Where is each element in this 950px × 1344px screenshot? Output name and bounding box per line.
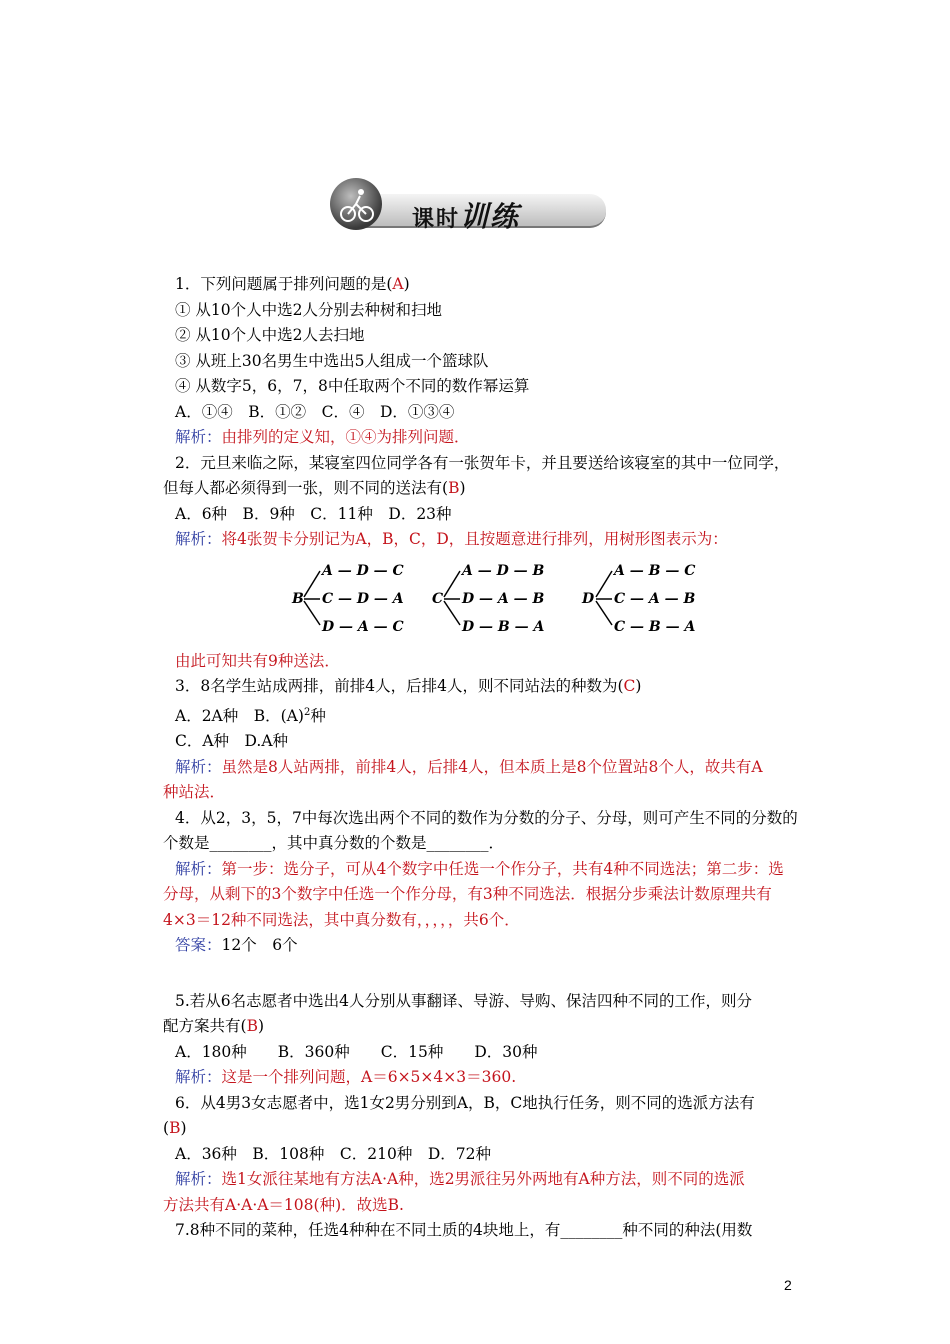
section-banner [330,176,610,232]
q2-answer: B [448,479,460,497]
q6-stem-1: 6．从4男3女志愿者中，选1女2男分别到A，B，C地执行任务，则不同的选派方法有 [175,1093,755,1112]
q1-item-3: ③ 从班上30名男生中选出5人组成一个篮球队 [175,351,489,370]
q4-stem-2: 个数是________，其中真分数的个数是________． [163,834,505,853]
tree-d-branch-2: C — A — B [614,590,696,607]
q6-analysis-1: 解析：选1女派往某地有方法A·A种，选2男派往另外两地有A种方法，则不同的选派 [175,1170,745,1189]
q6-stem-2: (B) [163,1119,187,1138]
q3-analysis-2: 种站法． [163,783,226,802]
banner-title-b: 训练 [460,200,521,233]
q1-item-2: ② 从10个人中选2人去扫地 [175,326,365,344]
q2-options: A．6种 B．9种 C．11种 D．23种 [175,504,452,523]
q5-options: A．180种 B．360种 C．15种 D．30种 [175,1042,538,1061]
page-number: 2 [784,1277,792,1293]
tree-root-c: C [432,590,444,607]
q1-options: A．①④ B．①② C．④ D．①③④ [175,402,455,421]
q2-stem-1: 2．元旦来临之际，某寝室四位同学各有一张贺年卡，并且要送给该寝室的其中一位同学， [175,453,790,472]
q3-answer: C [623,677,636,695]
q3-analysis-1: 解析：虽然是8人站两排，前排4人，后排4人，但本质上是8个位置站8个人，故共有A [175,757,763,776]
q2-conclusion: 由此可知共有9种送法． [175,651,340,670]
q7-stem: 7.8种不同的菜种，任选4种种在不同土质的4块地上，有________种不同的种法(用数 [175,1221,753,1240]
tree-d-branch-1: A — B — C [614,562,696,579]
q6-answer: B [169,1119,181,1138]
exercise-content [163,272,815,1244]
q5-analysis: 解析：这是一个排列问题，A＝6×5×4×3＝360. [175,1068,517,1087]
q6-analysis-2: 方法共有A·A·A＝108(种)．故选B. [163,1195,404,1214]
q2-analysis: 解析：将4张贺卡分别记为A，B，C，D，且按题意进行排列，用树形图表示为： [175,530,728,548]
tree-b-branch-1: A — D — C [322,562,404,579]
q4-stem-1: 4．从2，3，5，7中每次选出两个不同的数作为分数的分子、分母，则可产生不同的分数的 [175,808,798,827]
q4-answer: 答案：12个 6个 [175,936,298,955]
q3-options-2: C．A种 D.A种 [175,732,289,751]
tree-diagram [175,553,815,649]
q1-stem: 1．下列问题属于排列问题的是(A) [175,275,410,293]
q3-options-1: A．2A种 B．$(A)^2$种 [175,706,326,725]
q4-analysis-3: 4×3＝12种不同选法，其中真分数有，，，，，共6个． [163,910,520,929]
q5-stem-2: 配方案共有(B) [163,1017,265,1036]
q6-options: A．36种 B．108种 C．210种 D．72种 [175,1144,491,1163]
q1-answer: A [392,275,404,293]
q1-item-4: ④ 从数字5，6，7，8中任取两个不同的数作幂运算 [175,377,530,395]
tree-root-d: D [582,590,595,607]
tree-c-branch-2: D — A — B [462,590,545,607]
q4-analysis-1: 解析：第一步：选分子，可从4个数字中任选一个作分子，共有4种不同选法；第二步：选 [175,859,784,878]
banner-title-a: 课时 [412,206,461,232]
tree-d-branch-3: C — B — A [614,618,696,635]
q4-analysis-2: 分母，从剩下的3个数字中任选一个作分母，有3种不同选法．根据分步乘法计数原理共有 [163,885,772,904]
tree-b-branch-2: C — D — A [322,590,404,607]
tree-root-b: B [292,590,304,607]
q3-stem: 3．8名学生站成两排，前排4人，后排4人，则不同站法的种数为(C) [175,677,642,695]
q1-analysis: 解析：由排列的定义知，①④为排列问题． [175,428,470,446]
tree-c-branch-3: D — B — A [462,618,545,635]
tree-c-branch-1: A — D — B [462,562,545,579]
banner-title [412,195,520,235]
cyclist-icon [330,178,382,230]
tree-b-branch-3: D — A — C [322,618,404,635]
q1-item-1: ① 从10个人中选2人分别去种树和扫地 [175,300,443,319]
q5-stem-1: 5.若从6名志愿者中选出4人分别从事翻译、导游、导购、保洁四种不同的工作，则分 [175,991,753,1010]
q5-answer: B [246,1017,258,1036]
q2-stem-2: 但每人都必须得到一张，则不同的送法有(B) [163,479,466,497]
